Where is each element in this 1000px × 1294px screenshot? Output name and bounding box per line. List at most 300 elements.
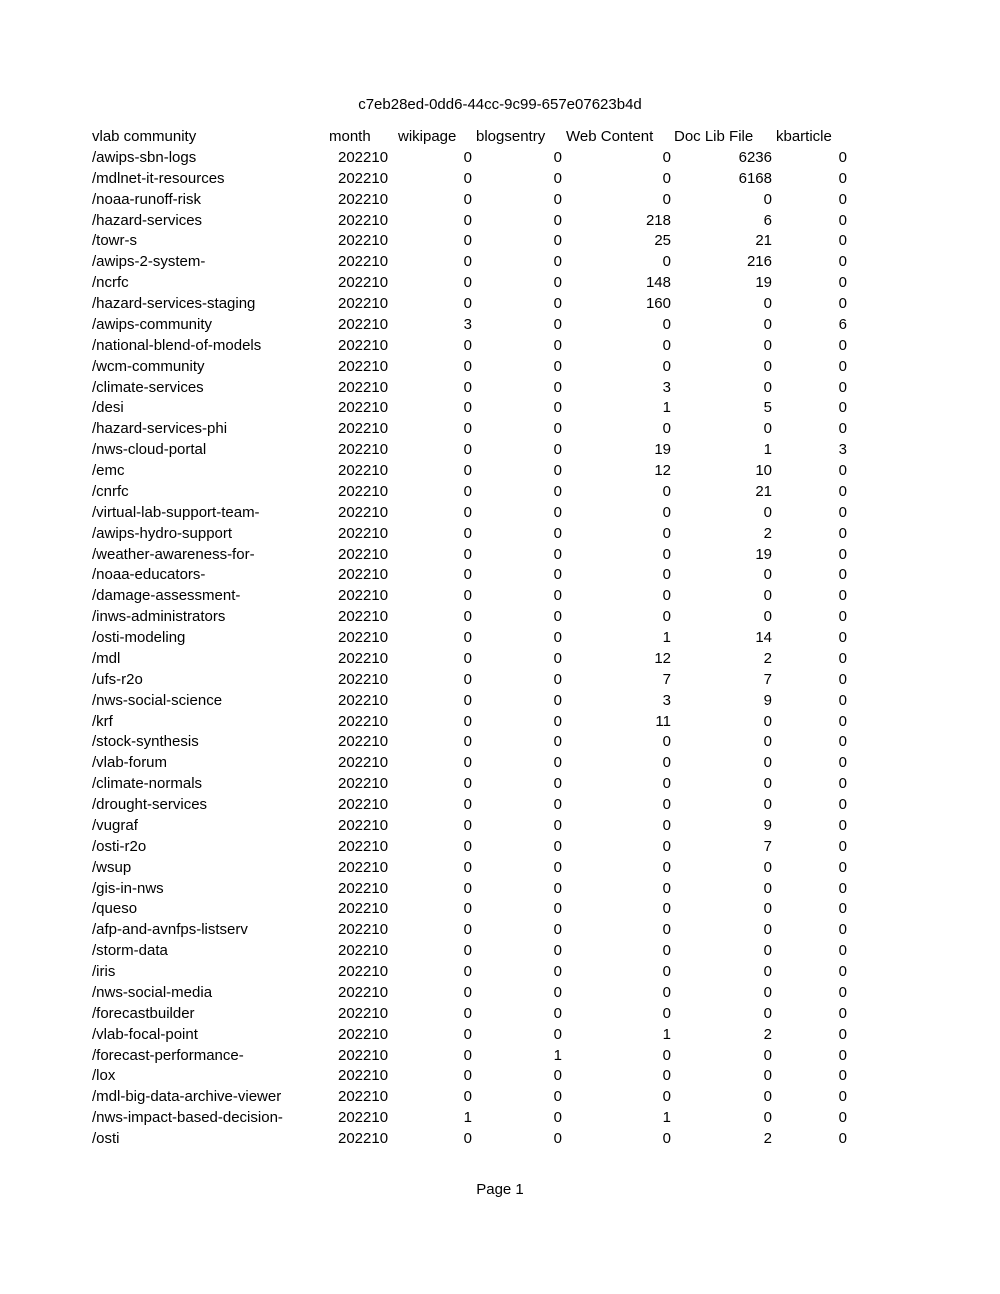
table-row	[92, 712, 847, 733]
cell-kbarticle: 0	[838, 983, 847, 1001]
cell-kbarticle: 0	[838, 524, 847, 542]
cell-month: 202210	[338, 1130, 389, 1147]
cell-web-content: 0	[662, 816, 671, 834]
cell-kbarticle: 0	[838, 691, 847, 709]
cell-kbarticle: 0	[838, 670, 847, 688]
cell-wikipage: 0	[463, 1025, 472, 1043]
table-row	[92, 211, 847, 232]
cell-community: /osti	[92, 1130, 120, 1147]
cell-wikipage: 0	[463, 629, 472, 646]
cell-web-content: 0	[662, 608, 671, 626]
cell-kbarticle: 0	[838, 336, 847, 354]
cell-kbarticle: 0	[838, 796, 847, 813]
cell-wikipage: 0	[463, 1088, 472, 1106]
cell-month: 202210	[338, 754, 389, 772]
cell-doc-lib-file: 0	[763, 754, 772, 772]
table-row	[92, 983, 847, 1004]
table-row	[92, 336, 847, 357]
cell-web-content: 0	[662, 190, 671, 208]
cell-wikipage: 0	[463, 336, 472, 354]
cell-kbarticle: 0	[838, 295, 847, 312]
cell-month: 202210	[338, 963, 389, 980]
cell-month: 202210	[338, 858, 389, 876]
cell-blogsentry: 0	[553, 775, 562, 793]
cell-doc-lib-file: 21	[755, 232, 772, 250]
cell-kbarticle: 0	[838, 921, 847, 939]
table-row	[92, 169, 847, 190]
cell-month: 202210	[338, 712, 389, 730]
cell-blogsentry: 0	[553, 1025, 562, 1043]
cell-blogsentry: 0	[553, 399, 562, 417]
cell-month: 202210	[338, 608, 389, 626]
cell-community: /iris	[92, 963, 116, 980]
cell-doc-lib-file: 0	[763, 336, 772, 354]
header-wikipage: wikipage	[398, 128, 457, 145]
table-row	[92, 732, 847, 753]
table-row	[92, 524, 847, 545]
cell-wikipage: 0	[463, 1130, 472, 1147]
cell-doc-lib-file: 0	[763, 357, 772, 375]
cell-doc-lib-file: 0	[763, 879, 772, 897]
cell-doc-lib-file: 6168	[738, 169, 772, 187]
cell-wikipage: 0	[463, 796, 472, 813]
cell-web-content: 0	[662, 524, 671, 542]
cell-kbarticle: 0	[838, 649, 847, 667]
cell-web-content: 12	[654, 649, 671, 667]
cell-web-content: 0	[662, 1067, 671, 1085]
cell-month: 202210	[338, 399, 389, 417]
cell-web-content: 218	[645, 211, 671, 229]
cell-month: 202210	[338, 420, 389, 438]
cell-kbarticle: 0	[838, 733, 847, 751]
table-row	[92, 941, 847, 962]
cell-blogsentry: 0	[553, 754, 562, 772]
cell-kbarticle: 6	[838, 315, 847, 333]
cell-community: /forecast-performance-	[92, 1046, 244, 1064]
table-row	[92, 231, 847, 252]
cell-community: /damage-assessment-	[92, 587, 241, 605]
cell-community: /hazard-services-phi	[92, 420, 228, 438]
cell-month: 202210	[338, 733, 389, 751]
cell-web-content: 25	[654, 232, 671, 250]
cell-web-content: 1	[662, 399, 671, 417]
cell-kbarticle: 0	[838, 608, 847, 626]
cell-kbarticle: 0	[838, 629, 847, 646]
cell-wikipage: 0	[463, 858, 472, 876]
cell-doc-lib-file: 0	[763, 1046, 772, 1064]
cell-community: /hazard-services	[92, 211, 203, 229]
header-month: month	[329, 128, 371, 145]
cell-month: 202210	[338, 524, 389, 542]
cell-blogsentry: 0	[553, 691, 562, 709]
table-row	[92, 920, 847, 941]
cell-wikipage: 0	[463, 211, 472, 229]
cell-web-content: 0	[662, 482, 671, 500]
cell-wikipage: 0	[463, 816, 472, 834]
table-row	[92, 378, 847, 399]
cell-month: 202210	[338, 1088, 389, 1106]
cell-kbarticle: 0	[838, 1067, 847, 1085]
cell-wikipage: 0	[463, 420, 472, 438]
cell-wikipage: 0	[463, 879, 472, 897]
cell-blogsentry: 0	[553, 503, 562, 521]
cell-month: 202210	[338, 837, 389, 855]
cell-month: 202210	[338, 900, 389, 918]
cell-community: /ncrfc	[92, 274, 129, 292]
cell-community: /gis-in-nws	[92, 879, 164, 897]
cell-wikipage: 0	[463, 921, 472, 939]
cell-doc-lib-file: 0	[763, 587, 772, 605]
cell-community: /cnrfc	[92, 482, 129, 500]
cell-blogsentry: 0	[553, 274, 562, 292]
cell-kbarticle: 0	[838, 232, 847, 250]
cell-doc-lib-file: 0	[763, 503, 772, 521]
cell-blogsentry: 0	[553, 336, 562, 354]
cell-month: 202210	[338, 232, 389, 250]
cell-community: /awips-hydro-support	[92, 524, 233, 542]
cell-month: 202210	[338, 775, 389, 793]
cell-wikipage: 0	[463, 963, 472, 980]
cell-blogsentry: 0	[553, 712, 562, 730]
cell-month: 202210	[338, 1046, 389, 1064]
cell-month: 202210	[338, 211, 389, 229]
cell-wikipage: 0	[463, 441, 472, 459]
cell-community: /mdlnet-it-resources	[92, 169, 225, 187]
cell-wikipage: 0	[463, 274, 472, 292]
cell-web-content: 0	[662, 796, 671, 813]
table-row	[92, 419, 847, 440]
cell-month: 202210	[338, 169, 389, 187]
table-row	[92, 1129, 847, 1150]
cell-web-content: 0	[662, 1004, 671, 1022]
cell-web-content: 0	[662, 587, 671, 605]
cell-blogsentry: 0	[553, 211, 562, 229]
cell-kbarticle: 0	[838, 816, 847, 834]
cell-month: 202210	[338, 378, 389, 396]
cell-blogsentry: 0	[553, 148, 562, 166]
cell-wikipage: 0	[463, 253, 472, 271]
cell-community: /nws-impact-based-decision-	[92, 1109, 283, 1127]
cell-community: /desi	[92, 399, 124, 417]
header-doc-lib-file: Doc Lib File	[674, 128, 754, 145]
header-kbarticle: kbarticle	[776, 128, 832, 145]
cell-wikipage: 0	[463, 482, 472, 500]
cell-doc-lib-file: 2	[763, 1130, 772, 1147]
cell-doc-lib-file: 0	[763, 1088, 772, 1106]
cell-web-content: 0	[662, 1088, 671, 1106]
cell-doc-lib-file: 0	[763, 190, 772, 208]
table-row	[92, 503, 847, 524]
cell-month: 202210	[338, 357, 389, 375]
table-row	[92, 148, 847, 169]
cell-community: /awips-sbn-logs	[92, 148, 197, 166]
cell-wikipage: 0	[463, 503, 472, 521]
cell-web-content: 0	[662, 1130, 671, 1147]
cell-month: 202210	[338, 462, 389, 479]
cell-month: 202210	[338, 587, 389, 605]
cell-doc-lib-file: 0	[763, 712, 772, 730]
cell-wikipage: 0	[463, 670, 472, 688]
cell-blogsentry: 0	[553, 942, 562, 960]
cell-kbarticle: 0	[838, 837, 847, 855]
cell-kbarticle: 0	[838, 378, 847, 396]
cell-month: 202210	[338, 190, 389, 208]
cell-kbarticle: 0	[838, 900, 847, 918]
cell-community: /storm-data	[92, 942, 168, 960]
cell-wikipage: 0	[463, 462, 472, 479]
cell-wikipage: 0	[463, 649, 472, 667]
cell-community: /osti-modeling	[92, 629, 186, 646]
cell-wikipage: 0	[463, 1046, 472, 1064]
table-row	[92, 607, 847, 628]
cell-month: 202210	[338, 295, 389, 312]
cell-month: 202210	[338, 441, 389, 459]
cell-blogsentry: 0	[553, 733, 562, 751]
cell-month: 202210	[338, 315, 389, 333]
cell-kbarticle: 0	[838, 858, 847, 876]
cell-month: 202210	[338, 566, 389, 584]
cell-community: /nws-social-science	[92, 691, 223, 709]
cell-doc-lib-file: 6	[763, 211, 772, 229]
cell-community: /lox	[92, 1067, 116, 1085]
cell-community: /osti-r2o	[92, 837, 147, 855]
page-number: Page 1	[476, 1181, 524, 1198]
cell-wikipage: 0	[463, 399, 472, 417]
cell-doc-lib-file: 0	[763, 983, 772, 1001]
cell-month: 202210	[338, 942, 389, 960]
cell-doc-lib-file: 0	[763, 608, 772, 626]
cell-blogsentry: 0	[553, 1109, 562, 1127]
cell-doc-lib-file: 2	[763, 1025, 772, 1043]
cell-month: 202210	[338, 691, 389, 709]
table-row	[92, 774, 847, 795]
cell-blogsentry: 0	[553, 858, 562, 876]
cell-community: /towr-s	[92, 232, 137, 250]
cell-doc-lib-file: 0	[763, 295, 772, 312]
cell-doc-lib-file: 19	[755, 545, 772, 563]
cell-blogsentry: 0	[553, 629, 562, 646]
cell-doc-lib-file: 0	[763, 733, 772, 751]
cell-doc-lib-file: 0	[763, 858, 772, 876]
table-row	[92, 190, 847, 211]
cell-doc-lib-file: 14	[755, 629, 772, 646]
cell-doc-lib-file: 21	[755, 482, 772, 500]
cell-kbarticle: 0	[838, 211, 847, 229]
cell-web-content: 1	[662, 1025, 671, 1043]
table-row	[92, 565, 847, 586]
cell-community: /hazard-services-staging	[92, 295, 256, 312]
cell-community: /queso	[92, 900, 138, 918]
cell-community: /climate-services	[92, 378, 204, 396]
cell-kbarticle: 0	[838, 1130, 847, 1147]
cell-wikipage: 0	[463, 587, 472, 605]
cell-doc-lib-file: 9	[763, 691, 772, 709]
header-vlab-community: vlab community	[92, 128, 197, 145]
cell-community: /awips-community	[92, 315, 213, 333]
cell-web-content: 0	[662, 148, 671, 166]
cell-kbarticle: 0	[838, 963, 847, 980]
cell-web-content: 1	[662, 1109, 671, 1127]
cell-kbarticle: 0	[838, 399, 847, 417]
cell-community: /virtual-lab-support-team-	[92, 503, 260, 521]
cell-month: 202210	[338, 983, 389, 1001]
table-header-row	[92, 127, 847, 148]
cell-blogsentry: 0	[553, 983, 562, 1001]
cell-web-content: 0	[662, 420, 671, 438]
table-row	[92, 879, 847, 900]
cell-month: 202210	[338, 274, 389, 292]
cell-doc-lib-file: 0	[763, 1004, 772, 1022]
header-web-content: Web Content	[566, 128, 654, 145]
cell-community: /mdl	[92, 649, 121, 667]
table-row	[92, 461, 847, 482]
cell-wikipage: 0	[463, 712, 472, 730]
table-row	[92, 545, 847, 566]
cell-wikipage: 0	[463, 608, 472, 626]
cell-month: 202210	[338, 649, 389, 667]
cell-month: 202210	[338, 545, 389, 563]
cell-kbarticle: 0	[838, 1025, 847, 1043]
cell-blogsentry: 0	[553, 649, 562, 667]
cell-doc-lib-file: 0	[763, 963, 772, 980]
cell-web-content: 0	[662, 900, 671, 918]
cell-doc-lib-file: 5	[763, 399, 772, 417]
table-row	[92, 670, 847, 691]
cell-wikipage: 0	[463, 837, 472, 855]
table-row	[92, 858, 847, 879]
table-row	[92, 795, 847, 816]
cell-wikipage: 0	[463, 232, 472, 250]
table-row	[92, 357, 847, 378]
cell-web-content: 3	[662, 691, 671, 709]
cell-wikipage: 0	[463, 733, 472, 751]
cell-blogsentry: 0	[553, 420, 562, 438]
cell-wikipage: 0	[463, 357, 472, 375]
cell-web-content: 0	[662, 1046, 671, 1064]
table-row	[92, 1108, 847, 1129]
cell-month: 202210	[338, 796, 389, 813]
table-row	[92, 837, 847, 858]
cell-web-content: 19	[654, 441, 671, 459]
cell-community: /nws-social-media	[92, 983, 213, 1001]
cell-blogsentry: 0	[553, 963, 562, 980]
cell-community: /vlab-forum	[92, 754, 168, 772]
cell-web-content: 7	[662, 670, 671, 688]
cell-blogsentry: 0	[553, 608, 562, 626]
cell-web-content: 0	[662, 357, 671, 375]
cell-community: /emc	[92, 462, 125, 479]
cell-kbarticle: 0	[838, 503, 847, 521]
cell-wikipage: 0	[463, 691, 472, 709]
cell-wikipage: 0	[463, 378, 472, 396]
cell-kbarticle: 0	[838, 190, 847, 208]
cell-doc-lib-file: 0	[763, 796, 772, 813]
cell-wikipage: 0	[463, 1004, 472, 1022]
cell-blogsentry: 0	[553, 357, 562, 375]
cell-web-content: 0	[662, 942, 671, 960]
cell-wikipage: 0	[463, 566, 472, 584]
cell-month: 202210	[338, 816, 389, 834]
cell-month: 202210	[338, 1067, 389, 1085]
table-row	[92, 273, 847, 294]
table-body	[92, 148, 847, 1150]
cell-web-content: 0	[662, 921, 671, 939]
cell-doc-lib-file: 0	[763, 775, 772, 793]
table-row	[92, 1025, 847, 1046]
cell-blogsentry: 0	[553, 879, 562, 897]
cell-doc-lib-file: 0	[763, 420, 772, 438]
community-report-table	[92, 127, 847, 1150]
cell-wikipage: 3	[463, 315, 472, 333]
cell-doc-lib-file: 0	[763, 942, 772, 960]
cell-kbarticle: 0	[838, 754, 847, 772]
cell-kbarticle: 0	[838, 253, 847, 271]
table-row	[92, 691, 847, 712]
table-row	[92, 628, 847, 649]
cell-community: /awips-2-system-	[92, 253, 206, 271]
cell-wikipage: 0	[463, 775, 472, 793]
cell-wikipage: 0	[463, 545, 472, 563]
cell-month: 202210	[338, 1004, 389, 1022]
cell-blogsentry: 1	[553, 1046, 562, 1064]
cell-community: /drought-services	[92, 796, 208, 813]
cell-community: /afp-and-avnfps-listserv	[92, 921, 248, 939]
cell-blogsentry: 0	[553, 1130, 562, 1147]
cell-kbarticle: 0	[838, 1046, 847, 1064]
cell-doc-lib-file: 6236	[738, 148, 772, 166]
cell-web-content: 0	[662, 858, 671, 876]
table-row	[92, 1046, 847, 1067]
cell-wikipage: 0	[463, 983, 472, 1001]
cell-wikipage: 0	[463, 900, 472, 918]
cell-blogsentry: 0	[553, 1088, 562, 1106]
cell-blogsentry: 0	[553, 1004, 562, 1022]
cell-community: /stock-synthesis	[92, 733, 199, 751]
cell-month: 202210	[338, 670, 389, 688]
cell-blogsentry: 0	[553, 295, 562, 312]
cell-community: /vlab-focal-point	[92, 1025, 198, 1043]
cell-blogsentry: 0	[553, 816, 562, 834]
table-row	[92, 315, 847, 336]
cell-kbarticle: 0	[838, 566, 847, 584]
cell-community: /forecastbuilder	[92, 1004, 195, 1022]
cell-wikipage: 1	[463, 1109, 472, 1127]
cell-kbarticle: 0	[838, 482, 847, 500]
cell-community: /climate-normals	[92, 775, 203, 793]
cell-kbarticle: 0	[838, 712, 847, 730]
cell-blogsentry: 0	[553, 545, 562, 563]
cell-doc-lib-file: 0	[763, 1067, 772, 1085]
cell-web-content: 0	[662, 983, 671, 1001]
cell-kbarticle: 0	[838, 1109, 847, 1127]
cell-community: /mdl-big-data-archive-viewer	[92, 1088, 282, 1106]
cell-blogsentry: 0	[553, 566, 562, 584]
cell-wikipage: 0	[463, 942, 472, 960]
cell-blogsentry: 0	[553, 1067, 562, 1085]
cell-blogsentry: 0	[553, 587, 562, 605]
table-row	[92, 482, 847, 503]
cell-blogsentry: 0	[553, 524, 562, 542]
cell-blogsentry: 0	[553, 441, 562, 459]
cell-blogsentry: 0	[553, 837, 562, 855]
cell-wikipage: 0	[463, 169, 472, 187]
cell-month: 202210	[338, 879, 389, 897]
cell-month: 202210	[338, 503, 389, 521]
cell-community: /inws-administrators	[92, 608, 226, 626]
cell-blogsentry: 0	[553, 921, 562, 939]
cell-wikipage: 0	[463, 754, 472, 772]
table-row	[92, 816, 847, 837]
